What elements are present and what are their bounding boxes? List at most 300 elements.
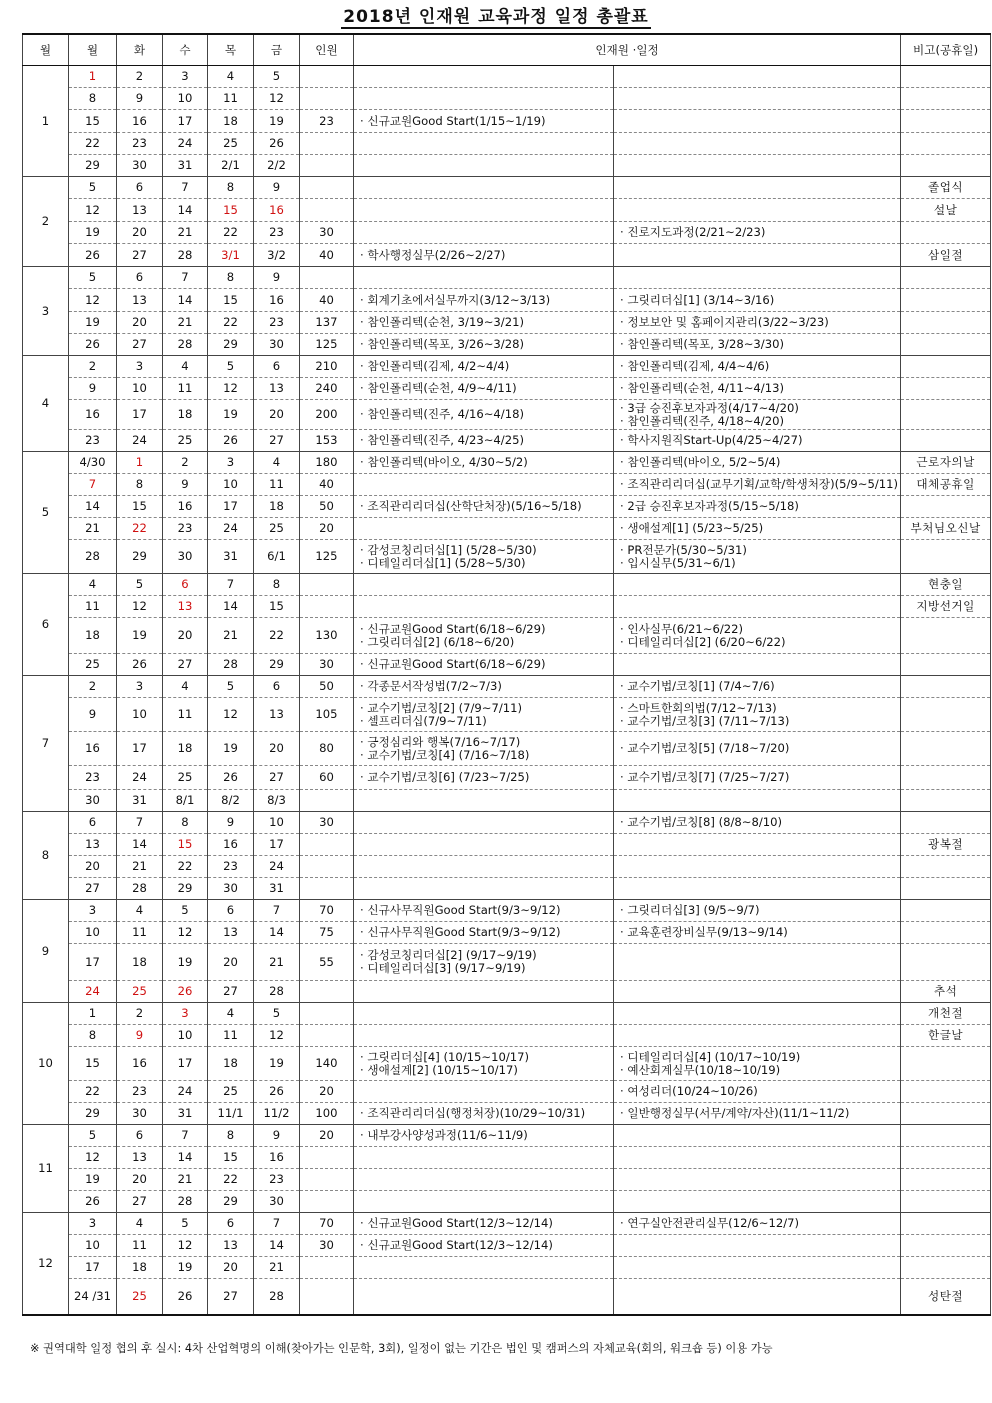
week-row xyxy=(23,1047,991,1081)
day-mon: 15 xyxy=(69,110,117,133)
event-cell-right xyxy=(614,1235,901,1257)
day-tue: 8 xyxy=(117,474,163,496)
day-wed: 24 xyxy=(163,1081,208,1103)
week-row xyxy=(23,1169,991,1191)
event-cell-left xyxy=(354,312,614,334)
week-row xyxy=(23,474,991,496)
day-thu: 12 xyxy=(208,378,254,400)
day-tue: 22 xyxy=(117,518,163,540)
week-row xyxy=(23,878,991,900)
day-thu: 5 xyxy=(208,356,254,378)
day-thu: 29 xyxy=(208,334,254,356)
holiday-note: 광복절 xyxy=(901,834,991,856)
week-row xyxy=(23,1125,991,1147)
holiday-note xyxy=(901,1147,991,1169)
day-fri: 22 xyxy=(254,618,300,654)
day-mon: 17 xyxy=(69,944,117,981)
day-mon: 19 xyxy=(69,222,117,244)
event-item: · 입시실무(5/31∼6/1) xyxy=(620,555,736,570)
event-cell-right xyxy=(614,378,901,400)
day-thu: 21 xyxy=(208,618,254,654)
people-count xyxy=(300,1169,354,1191)
event-cell-left xyxy=(354,1257,614,1279)
week-row xyxy=(23,1191,991,1213)
event-item: · 인사실무(6/21∼6/22) xyxy=(620,621,743,636)
day-tue: 27 xyxy=(117,1191,163,1213)
people-count: 240 xyxy=(300,378,354,400)
week-row xyxy=(23,574,991,596)
event-item: · 참인폴리텍(진주, 4/16∼4/18) xyxy=(360,407,524,421)
day-mon: 12 xyxy=(69,1147,117,1169)
event-cell-left xyxy=(354,334,614,356)
holiday-note: 근로자의날 xyxy=(901,452,991,474)
event-cell-right xyxy=(614,289,901,312)
day-tue: 20 xyxy=(117,222,163,244)
event-cell-left xyxy=(354,981,614,1003)
people-count: 30 xyxy=(300,812,354,834)
day-tue: 11 xyxy=(117,922,163,944)
day-fri: 16 xyxy=(254,289,300,312)
event-item: · 스마트한회의법(7/12∼7/13) xyxy=(620,700,777,715)
day-thu: 28 xyxy=(208,654,254,676)
event-cell-left xyxy=(354,698,614,732)
day-mon: 23 xyxy=(69,766,117,790)
day-wed: 16 xyxy=(163,496,208,518)
event-item: · 참인폴리텍(바이오, 4/30∼5/2) xyxy=(360,455,528,469)
event-cell-right xyxy=(614,334,901,356)
event-cell-left xyxy=(354,1103,614,1125)
holiday-note xyxy=(901,944,991,981)
people-count xyxy=(300,834,354,856)
event-cell-right xyxy=(614,400,901,430)
header-fri: 금 xyxy=(254,34,300,66)
people-count: 140 xyxy=(300,1047,354,1081)
event-cell-right xyxy=(614,1169,901,1191)
event-cell-left xyxy=(354,790,614,812)
event-item: · 참인폴리텍(바이오, 5/2∼5/4) xyxy=(620,455,781,469)
day-fri: 23 xyxy=(254,1169,300,1191)
day-wed: 7 xyxy=(163,177,208,199)
day-thu: 22 xyxy=(208,1169,254,1191)
people-count: 70 xyxy=(300,900,354,922)
day-tue: 26 xyxy=(117,654,163,676)
header-people: 인원 xyxy=(300,34,354,66)
day-tue: 2 xyxy=(117,66,163,88)
holiday-note xyxy=(901,378,991,400)
day-mon: 19 xyxy=(69,312,117,334)
event-item: · 연구실안전관리실무(12/6∼12/7) xyxy=(620,1216,799,1230)
event-item: · 생애설계[2] (10/15∼10/17) xyxy=(360,1062,518,1077)
holiday-note xyxy=(901,1047,991,1081)
day-thu: 6 xyxy=(208,1213,254,1235)
day-fri: 16 xyxy=(254,199,300,222)
event-item: · 조직관리리더십(산학단처장)(5/16∼5/18) xyxy=(360,499,582,513)
event-item: · 디테일리더십[1] (5/28∼5/30) xyxy=(360,555,526,570)
day-fri: 30 xyxy=(254,1191,300,1213)
day-mon: 12 xyxy=(69,289,117,312)
day-fri: 18 xyxy=(254,496,300,518)
people-count: 60 xyxy=(300,766,354,790)
day-tue: 13 xyxy=(117,289,163,312)
day-wed: 27 xyxy=(163,654,208,676)
event-item: · 감성코칭리더십[1] (5/28∼5/30) xyxy=(360,542,537,557)
event-item: · 3급 승진후보자과정(4/17∼4/20) xyxy=(620,400,799,415)
people-count xyxy=(300,1191,354,1213)
event-cell-right xyxy=(614,66,901,88)
event-cell-right xyxy=(614,312,901,334)
day-mon: 26 xyxy=(69,244,117,267)
day-mon: 26 xyxy=(69,1191,117,1213)
day-thu: 17 xyxy=(208,496,254,518)
day-fri: 19 xyxy=(254,1047,300,1081)
day-tue: 25 xyxy=(117,1279,163,1315)
event-cell-left xyxy=(354,1025,614,1047)
event-cell-right xyxy=(614,790,901,812)
day-thu: 18 xyxy=(208,1047,254,1081)
event-item: · 참인폴리텍(목포, 3/28∼3/30) xyxy=(620,337,784,351)
event-cell-right xyxy=(614,676,901,698)
event-item: · 여성리더(10/24∼10/26) xyxy=(620,1084,758,1098)
header-row xyxy=(23,34,991,66)
day-thu: 4 xyxy=(208,1003,254,1025)
day-tue: 13 xyxy=(117,199,163,222)
event-cell-left xyxy=(354,834,614,856)
day-thu: 12 xyxy=(208,698,254,732)
event-item: · 정보보안 및 홈페이지관리(3/22∼3/23) xyxy=(620,315,829,329)
week-row xyxy=(23,944,991,981)
event-cell-left xyxy=(354,267,614,289)
day-thu: 11 xyxy=(208,88,254,110)
day-fri: 27 xyxy=(254,430,300,452)
event-item: · 교수기법/코칭[4] (7/16∼7/18) xyxy=(360,747,530,762)
day-mon: 15 xyxy=(69,1047,117,1081)
day-tue: 16 xyxy=(117,110,163,133)
event-cell-right xyxy=(614,222,901,244)
holiday-note xyxy=(901,267,991,289)
day-mon: 11 xyxy=(69,596,117,618)
event-cell-left xyxy=(354,177,614,199)
people-count: 70 xyxy=(300,1213,354,1235)
event-item: · 예산회계실무(10/18∼10/19) xyxy=(620,1062,781,1077)
day-mon: 30 xyxy=(69,790,117,812)
event-item: · 회계기초에서실무까지(3/12∼3/13) xyxy=(360,292,551,307)
event-cell-right xyxy=(614,1213,901,1235)
day-mon: 12 xyxy=(69,199,117,222)
month-cell: 12 xyxy=(23,1213,69,1315)
day-wed: 5 xyxy=(163,900,208,922)
event-cell-right xyxy=(614,540,901,574)
week-row xyxy=(23,177,991,199)
day-wed: 29 xyxy=(163,878,208,900)
header-note: 비고(공휴일) xyxy=(901,34,991,66)
day-wed: 28 xyxy=(163,1191,208,1213)
day-fri: 19 xyxy=(254,110,300,133)
holiday-note xyxy=(901,356,991,378)
holiday-note xyxy=(901,790,991,812)
day-thu: 15 xyxy=(208,199,254,222)
week-row xyxy=(23,1103,991,1125)
holiday-note: 설날 xyxy=(901,199,991,222)
day-mon: 1 xyxy=(69,66,117,88)
day-mon: 16 xyxy=(69,400,117,430)
day-thu: 31 xyxy=(208,540,254,574)
day-thu: 6 xyxy=(208,900,254,922)
event-cell-left xyxy=(354,88,614,110)
event-item: · 참인폴리텍(순천, 4/11∼4/13) xyxy=(620,381,784,395)
day-mon: 29 xyxy=(69,1103,117,1125)
day-tue: 11 xyxy=(117,1235,163,1257)
event-cell-right xyxy=(614,110,901,133)
week-row xyxy=(23,856,991,878)
event-cell-right xyxy=(614,1103,901,1125)
day-wed: 10 xyxy=(163,88,208,110)
day-mon: 2 xyxy=(69,676,117,698)
week-row xyxy=(23,244,991,267)
event-cell-right xyxy=(614,1125,901,1147)
event-cell-right xyxy=(614,177,901,199)
event-item: · 디테일리더십[2] (6/20∼6/22) xyxy=(620,634,786,649)
people-count: 30 xyxy=(300,654,354,676)
day-wed: 31 xyxy=(163,1103,208,1125)
week-row xyxy=(23,110,991,133)
day-fri: 6 xyxy=(254,676,300,698)
holiday-note xyxy=(901,900,991,922)
day-wed: 4 xyxy=(163,356,208,378)
month-cell: 11 xyxy=(23,1125,69,1213)
day-mon: 2 xyxy=(69,356,117,378)
day-fri: 13 xyxy=(254,378,300,400)
day-fri: 4 xyxy=(254,452,300,474)
week-row xyxy=(23,378,991,400)
event-cell-right xyxy=(614,518,901,540)
day-fri: 26 xyxy=(254,133,300,155)
day-wed: 10 xyxy=(163,1025,208,1047)
week-row xyxy=(23,430,991,452)
people-count: 137 xyxy=(300,312,354,334)
day-wed: 26 xyxy=(163,1279,208,1315)
day-tue: 2 xyxy=(117,1003,163,1025)
day-wed: 25 xyxy=(163,766,208,790)
event-item: · 그릿리더십[3] (9/5∼9/7) xyxy=(620,903,760,917)
event-item: · 긍정심리와 행복(7/16∼7/17) xyxy=(360,734,521,749)
month-cell: 3 xyxy=(23,267,69,356)
people-count: 210 xyxy=(300,356,354,378)
event-cell-left xyxy=(354,474,614,496)
day-tue: 6 xyxy=(117,177,163,199)
day-mon: 24 /31 xyxy=(69,1279,117,1315)
event-item: · 내부강사양성과정(11/6∼11/9) xyxy=(360,1128,528,1142)
week-row xyxy=(23,981,991,1003)
day-thu: 3 xyxy=(208,452,254,474)
event-cell-right xyxy=(614,430,901,452)
people-count xyxy=(300,199,354,222)
day-thu: 26 xyxy=(208,766,254,790)
week-row xyxy=(23,1279,991,1315)
day-tue: 21 xyxy=(117,856,163,878)
people-count: 30 xyxy=(300,222,354,244)
people-count xyxy=(300,596,354,618)
day-tue: 3 xyxy=(117,676,163,698)
day-tue: 13 xyxy=(117,1147,163,1169)
day-wed: 28 xyxy=(163,244,208,267)
day-fri: 25 xyxy=(254,518,300,540)
event-cell-right xyxy=(614,654,901,676)
day-tue: 17 xyxy=(117,732,163,766)
people-count: 130 xyxy=(300,618,354,654)
day-wed: 7 xyxy=(163,1125,208,1147)
week-row xyxy=(23,1025,991,1047)
event-cell-right xyxy=(614,474,901,496)
day-mon: 3 xyxy=(69,900,117,922)
holiday-note xyxy=(901,110,991,133)
event-cell-left xyxy=(354,378,614,400)
day-thu: 11/1 xyxy=(208,1103,254,1125)
event-item: · 교수기법/코칭[8] (8/8∼8/10) xyxy=(620,815,783,829)
event-item: · 신규교원Good Start(12/3∼12/14) xyxy=(360,1238,553,1252)
day-wed: 8 xyxy=(163,812,208,834)
day-tue: 14 xyxy=(117,834,163,856)
day-fri: 23 xyxy=(254,222,300,244)
day-thu: 25 xyxy=(208,133,254,155)
holiday-note: 성탄절 xyxy=(901,1279,991,1315)
day-tue: 20 xyxy=(117,1169,163,1191)
day-wed: 14 xyxy=(163,1147,208,1169)
day-tue: 7 xyxy=(117,812,163,834)
event-cell-right xyxy=(614,812,901,834)
day-wed: 11 xyxy=(163,698,208,732)
day-wed: 17 xyxy=(163,1047,208,1081)
people-count: 40 xyxy=(300,474,354,496)
holiday-note xyxy=(901,676,991,698)
event-cell-left xyxy=(354,856,614,878)
day-thu: 24 xyxy=(208,518,254,540)
page-title xyxy=(0,2,992,27)
day-tue: 3 xyxy=(117,356,163,378)
event-cell-right xyxy=(614,981,901,1003)
event-cell-right xyxy=(614,1191,901,1213)
month-cell: 5 xyxy=(23,452,69,574)
holiday-note xyxy=(901,66,991,88)
day-fri: 3/2 xyxy=(254,244,300,267)
day-fri: 2/2 xyxy=(254,155,300,177)
event-cell-left xyxy=(354,1191,614,1213)
event-cell-right xyxy=(614,878,901,900)
event-cell-right xyxy=(614,596,901,618)
people-count: 180 xyxy=(300,452,354,474)
day-tue: 30 xyxy=(117,155,163,177)
people-count xyxy=(300,790,354,812)
event-cell-left xyxy=(354,812,614,834)
day-mon: 21 xyxy=(69,518,117,540)
event-cell-left xyxy=(354,654,614,676)
day-mon: 19 xyxy=(69,1169,117,1191)
people-count xyxy=(300,1025,354,1047)
header-mon: 월 xyxy=(69,34,117,66)
event-cell-right xyxy=(614,574,901,596)
holiday-note: 현충일 xyxy=(901,574,991,596)
day-tue: 4 xyxy=(117,900,163,922)
event-cell-left xyxy=(354,199,614,222)
people-count: 80 xyxy=(300,732,354,766)
day-fri: 21 xyxy=(254,944,300,981)
people-count: 75 xyxy=(300,922,354,944)
people-count: 125 xyxy=(300,540,354,574)
week-row xyxy=(23,452,991,474)
holiday-note xyxy=(901,1235,991,1257)
week-row xyxy=(23,518,991,540)
event-item: · 참인폴리텍(김제, 4/4∼4/6) xyxy=(620,359,770,373)
day-wed: 17 xyxy=(163,110,208,133)
event-cell-left xyxy=(354,1147,614,1169)
day-tue: 16 xyxy=(117,1047,163,1081)
event-item: · 교수기법/코칭[6] (7/23∼7/25) xyxy=(360,770,530,784)
event-item: · 생애설계[1] (5/23∼5/25) xyxy=(620,521,764,535)
event-cell-left xyxy=(354,1279,614,1315)
people-count xyxy=(300,856,354,878)
event-cell-right xyxy=(614,1047,901,1081)
people-count: 50 xyxy=(300,496,354,518)
day-thu: 20 xyxy=(208,1257,254,1279)
week-row xyxy=(23,222,991,244)
event-item: · 교수기법/코칭[3] (7/11∼7/13) xyxy=(620,713,790,728)
day-tue: 9 xyxy=(117,1025,163,1047)
day-tue: 18 xyxy=(117,1257,163,1279)
event-cell-right xyxy=(614,267,901,289)
day-wed: 11 xyxy=(163,378,208,400)
month-cell: 9 xyxy=(23,900,69,1003)
event-item: · 학사지원직Start-Up(4/25∼4/27) xyxy=(620,433,803,447)
week-row xyxy=(23,356,991,378)
event-cell-left xyxy=(354,1081,614,1103)
day-wed: 25 xyxy=(163,430,208,452)
event-item: · 셀프리더십(7/9∼7/11) xyxy=(360,713,487,728)
day-thu: 13 xyxy=(208,922,254,944)
week-row xyxy=(23,199,991,222)
week-row xyxy=(23,596,991,618)
week-row xyxy=(23,267,991,289)
week-row xyxy=(23,1235,991,1257)
event-item: · 일반행정실무(서무/계약/자산)(11/1∼11/2) xyxy=(620,1106,850,1120)
day-thu: 29 xyxy=(208,1191,254,1213)
event-cell-right xyxy=(614,199,901,222)
event-cell-right xyxy=(614,834,901,856)
day-thu: 23 xyxy=(208,856,254,878)
event-item: · 그릿리더십[1] (3/14∼3/16) xyxy=(620,292,775,307)
people-count: 20 xyxy=(300,518,354,540)
event-item: · 신규교원Good Start(6/18∼6/29) xyxy=(360,621,546,636)
day-tue: 10 xyxy=(117,378,163,400)
holiday-note: 지방선거일 xyxy=(901,596,991,618)
event-item: · 신규사무직원Good Start(9/3∼9/12) xyxy=(360,903,561,917)
day-thu: 8 xyxy=(208,177,254,199)
day-mon: 5 xyxy=(69,177,117,199)
day-tue: 18 xyxy=(117,944,163,981)
day-wed: 14 xyxy=(163,199,208,222)
day-fri: 20 xyxy=(254,732,300,766)
day-fri: 8/3 xyxy=(254,790,300,812)
event-cell-right xyxy=(614,133,901,155)
event-cell-right xyxy=(614,856,901,878)
event-cell-left xyxy=(354,618,614,654)
day-fri: 23 xyxy=(254,312,300,334)
event-cell-left xyxy=(354,922,614,944)
holiday-note: 추석 xyxy=(901,981,991,1003)
event-item: · 참인폴리텍(순천, 3/19∼3/21) xyxy=(360,315,524,329)
schedule-table xyxy=(22,33,991,1316)
event-item: · 교수기법/코칭[7] (7/25∼7/27) xyxy=(620,770,790,784)
week-row xyxy=(23,1213,991,1235)
day-mon: 9 xyxy=(69,698,117,732)
